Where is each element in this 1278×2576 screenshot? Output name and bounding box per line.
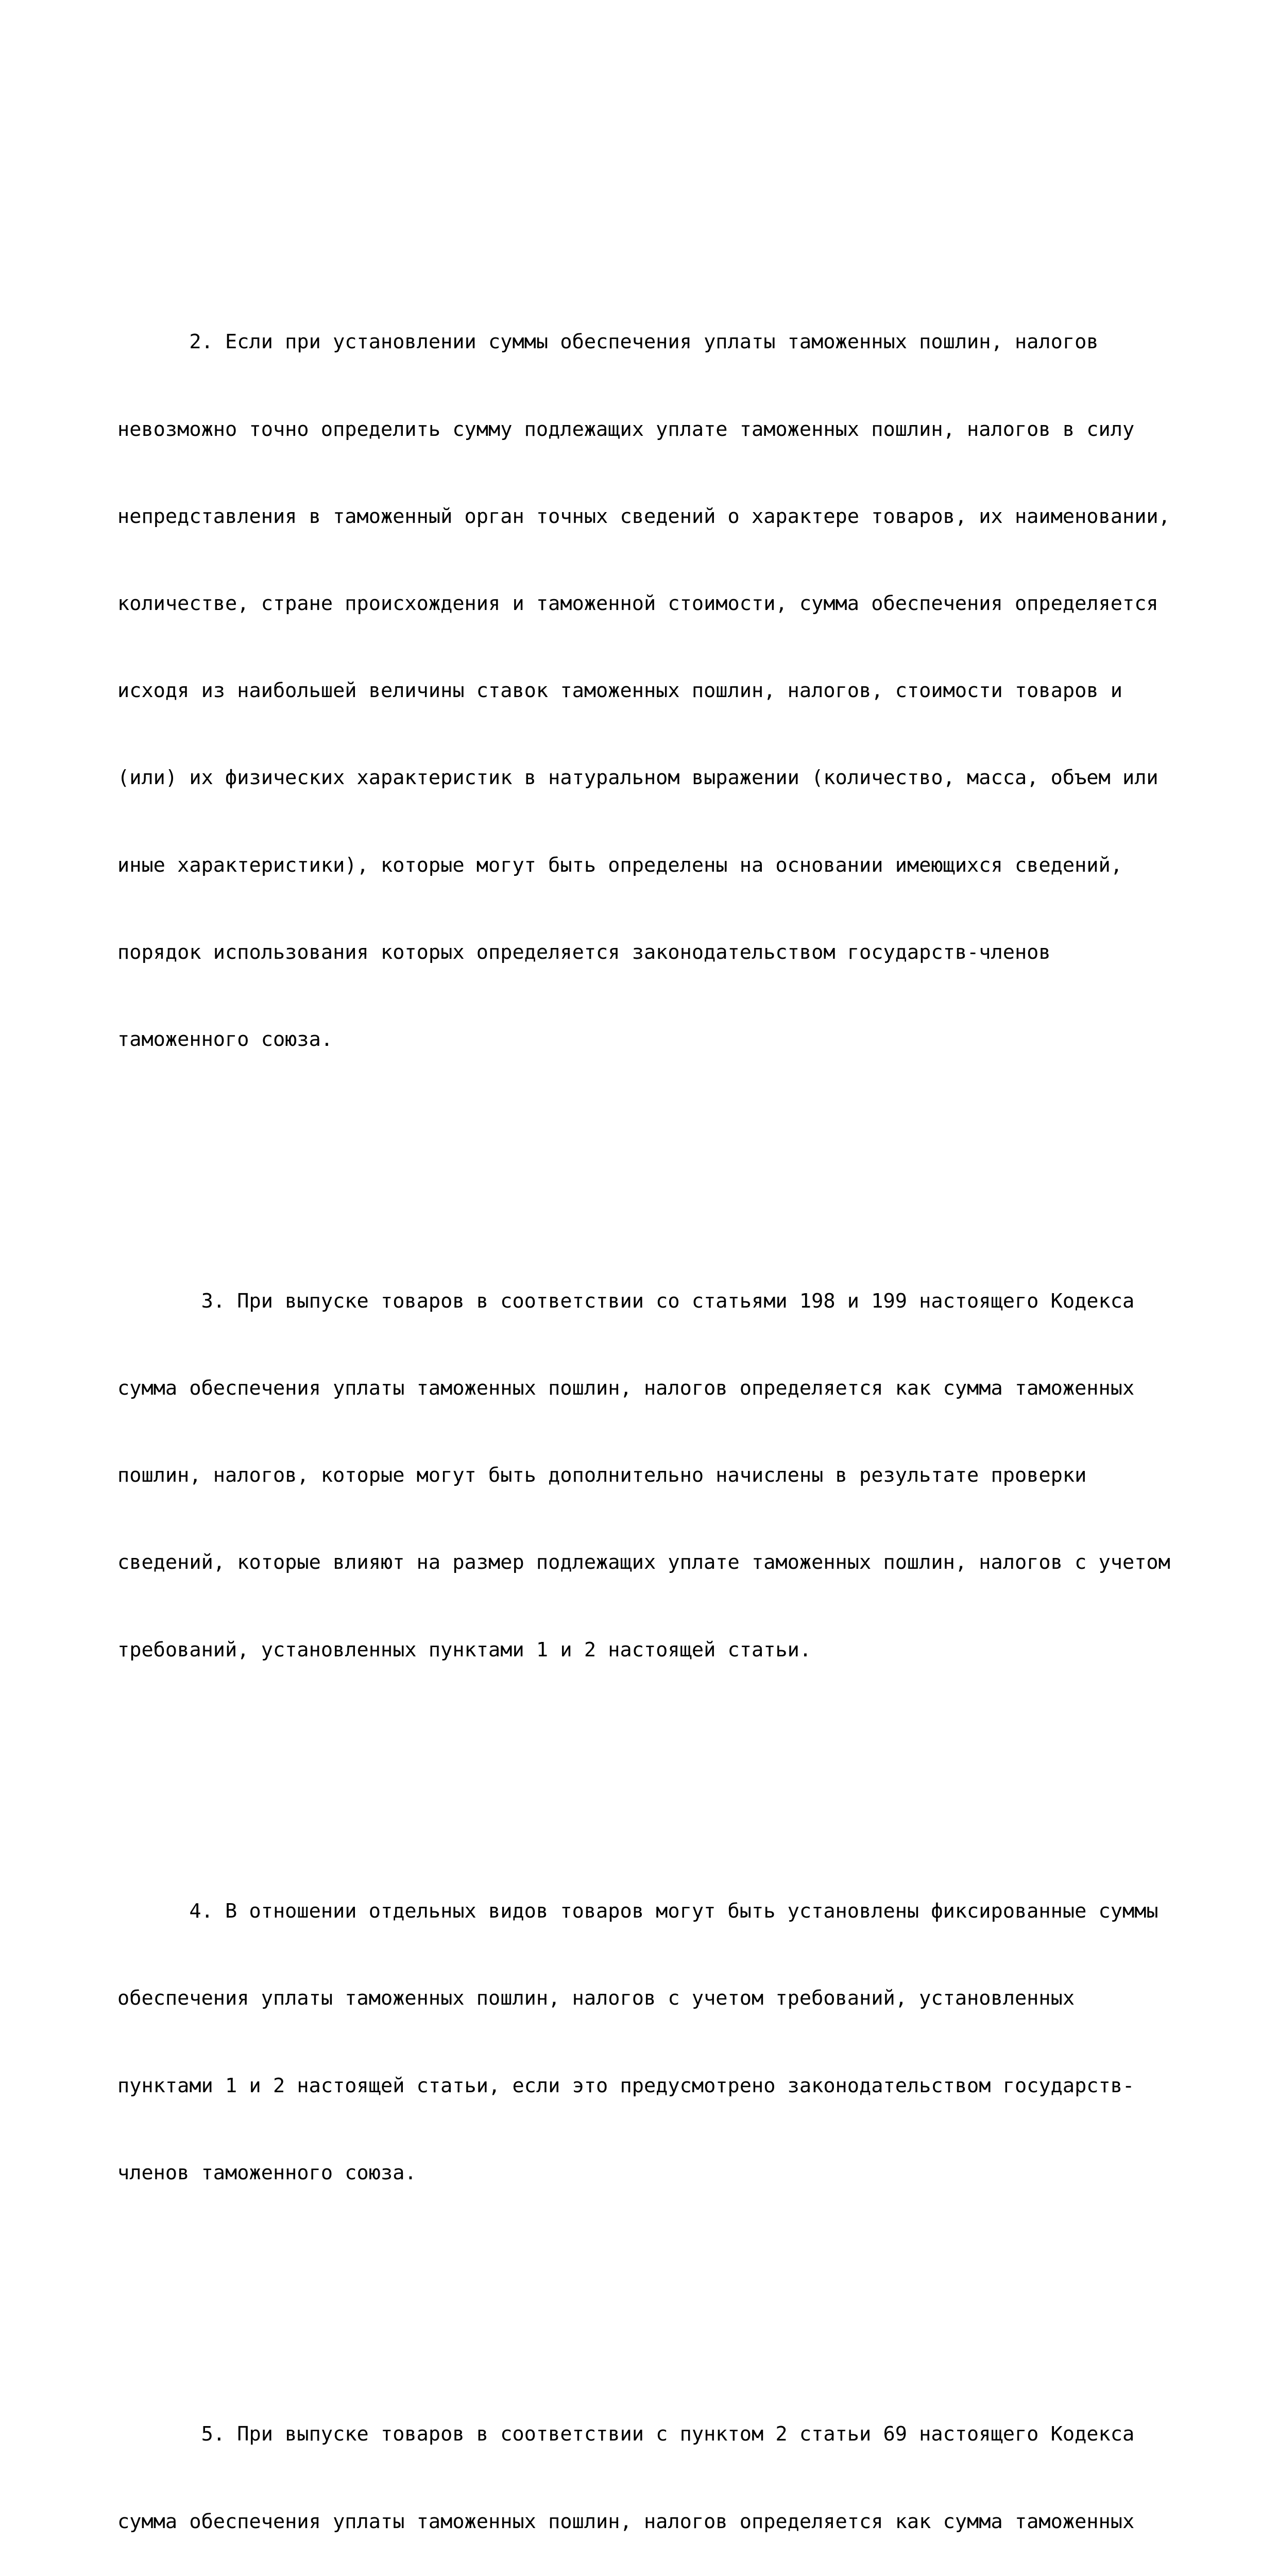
text-line: пунктами 1 и 2 настоящей статьи, если это предусмотрено законодательством государств- xyxy=(117,2074,1135,2097)
text-line: 4. В отношении отдельных видов товаров могут быть установлены фиксированные суммы xyxy=(117,1900,1158,1923)
text-line: требований, установленных пунктами 1 и 2 настоящей статьи. xyxy=(117,1638,812,1662)
text-line: сведений, которые влияют на размер подлежащих уплате таможенных пошлин, налогов с учетом xyxy=(117,1551,1170,1574)
text-line: членов таможенного союза. xyxy=(117,2161,417,2184)
text-line: невозможно точно определить сумму подлежащих уплате таможенных пошлин, налогов в силу xyxy=(117,417,1135,441)
text-line: (или) их физических характеристик в натуральном выражении (количество, масса, объем или xyxy=(117,766,1158,790)
text-line: иные характеристики), которые могут быть определены на основании имеющихся сведений, xyxy=(117,853,1122,877)
text-line: 2. Если при установлении суммы обеспечения уплаты таможенных пошлин, налогов xyxy=(117,330,1099,354)
text-line: порядок использования которых определяется законодательством государств-членов xyxy=(117,940,1051,964)
text-line: исходя из наибольшей величины ставок таможенных пошлин, налогов, стоимости товаров и xyxy=(117,679,1122,703)
text-line: сумма обеспечения уплаты таможенных пошлин, налогов определяется как сумма таможенных xyxy=(117,1376,1135,1400)
document-page xyxy=(117,154,1209,2576)
paragraph-3 xyxy=(117,1229,1209,1723)
text-line: таможенного союза. xyxy=(117,1028,333,1052)
paragraph-5 xyxy=(117,2362,1209,2576)
paragraph-4 xyxy=(117,1839,1209,2246)
text-line: пошлин, налогов, которые могут быть дополнительно начислены в результате проверки xyxy=(117,1464,1087,1487)
text-line: количестве, стране происхождения и таможенной стоимости, сумма обеспечения определяется xyxy=(117,592,1158,616)
text-line: сумма обеспечения уплаты таможенных пошлин, налогов определяется как сумма таможенных xyxy=(117,2510,1135,2533)
paragraph-2 xyxy=(117,270,1209,1113)
text-line: обеспечения уплаты таможенных пошлин, налогов с учетом требований, установленных xyxy=(117,1987,1075,2010)
text-line: 3. При выпуске товаров в соответствии со статьями 198 и 199 настоящего Кодекса xyxy=(117,1289,1135,1313)
text-line: 5. При выпуске товаров в соответствии с пунктом 2 статьи 69 настоящего Кодекса xyxy=(117,2422,1135,2446)
text-line: непредставления в таможенный орган точных сведений о характере товаров, их наименовании, xyxy=(117,504,1170,528)
